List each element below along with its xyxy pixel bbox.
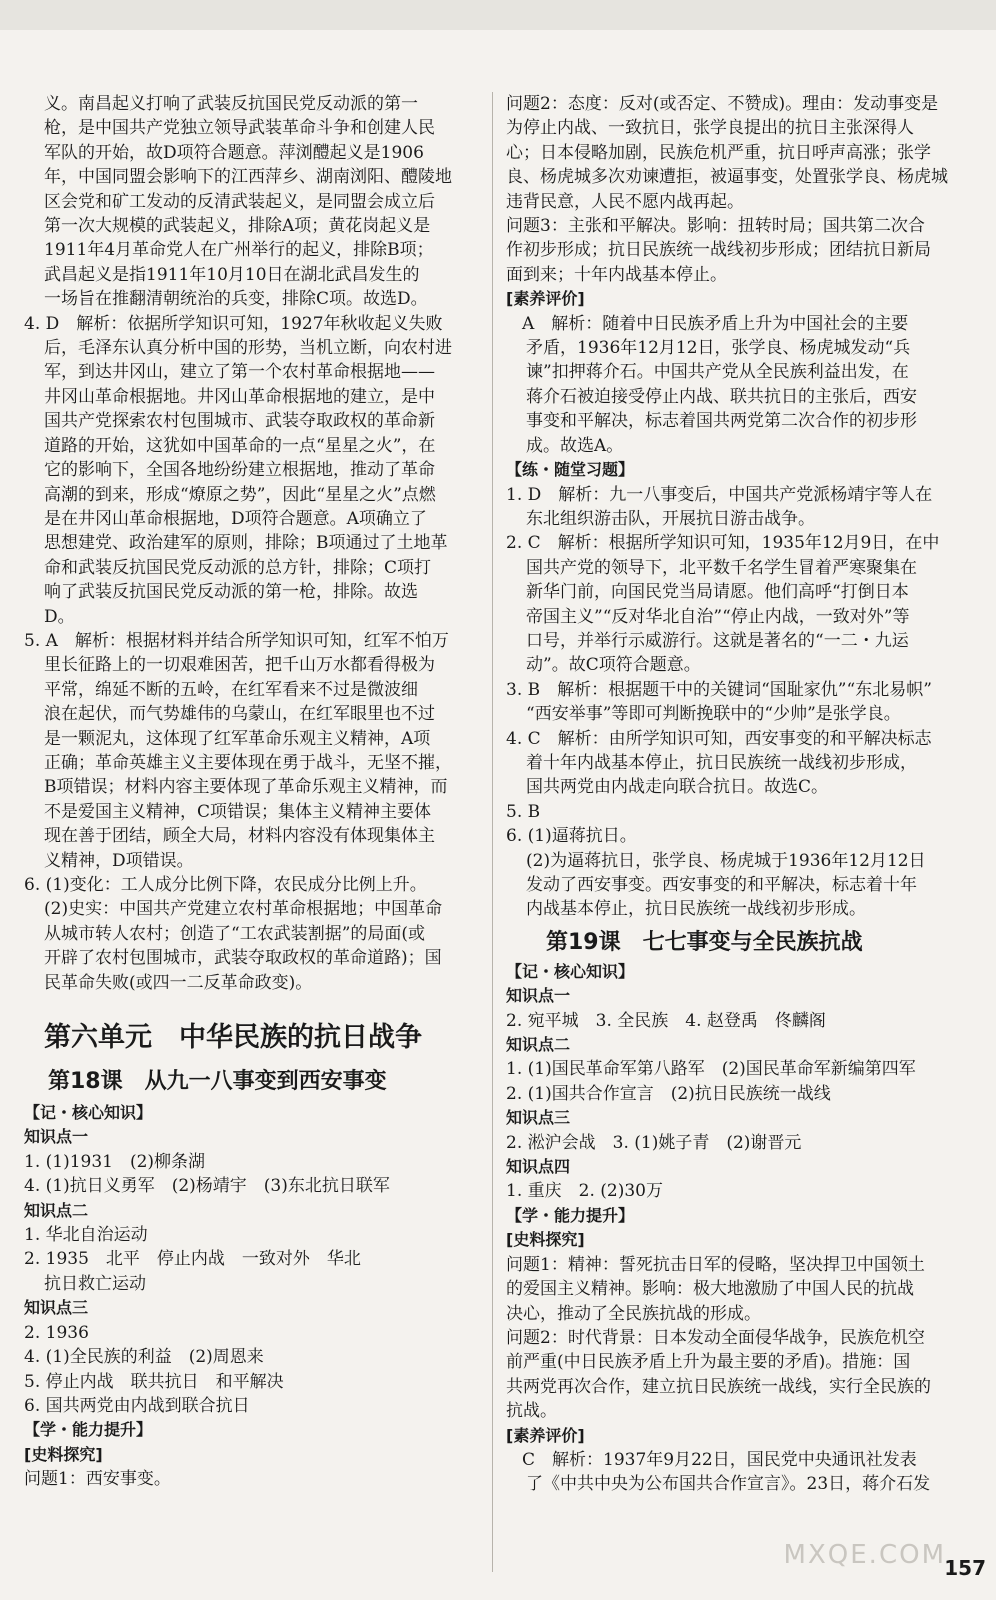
watermark: MXQE.COM bbox=[783, 1540, 946, 1570]
page-number: 157 bbox=[944, 1556, 986, 1580]
text-line: 动”。故C项符合题意。 bbox=[526, 655, 701, 676]
text-line: 开辟了农村包围城市，武装夺取政权的革命道路)；国 bbox=[44, 948, 442, 969]
text-line: 正确；革命英雄主义主要体现在勇于战斗，无坚不摧， bbox=[44, 752, 452, 773]
text-line: 4. D 解析：依据所学知识可知，1927年秋收起义失败 bbox=[24, 313, 443, 334]
text-line: 军，到达井冈山，建立了第一个农村革命根据地—— bbox=[44, 362, 435, 383]
text-line: 不是爱国主义精神，C项错误；集体主义精神主要体 bbox=[44, 801, 432, 822]
text-line: 事变和平解决，标志着国共两党第二次合作的初步形 bbox=[526, 411, 917, 432]
text-line: 成。故选A。 bbox=[526, 435, 624, 456]
text-line: 1. 重庆 2. (2)30万 bbox=[506, 1181, 663, 1202]
text-line: 思想建党、政治建军的原则，排除；B项通过了土地革 bbox=[44, 533, 448, 554]
section-heading: 【记・核心知识】 bbox=[506, 961, 635, 981]
text-line: 高潮的到来，形成“燎原之势”，因此“星星之火”点燃 bbox=[44, 484, 436, 505]
text-line: 义精神，D项错误。 bbox=[44, 850, 194, 871]
section-heading: 【练・随堂习题】 bbox=[506, 460, 635, 480]
section-heading: 知识点一 bbox=[506, 986, 571, 1006]
column-divider bbox=[492, 92, 493, 1572]
text-line: B项错误；材料内容主要体现了革命乐观主义精神，而 bbox=[44, 777, 448, 798]
text-line: 的爱国主义精神。影响：极大地激励了中国人民的抗战 bbox=[506, 1279, 914, 1300]
text-line: (2)史实：中国共产党建立农村革命根据地；中国革命 bbox=[44, 899, 443, 920]
text-line: D。 bbox=[44, 606, 75, 627]
text-line: 6. (1)变化：工人成分比例下降，农民成分比例上升。 bbox=[24, 875, 427, 895]
text-line: 井冈山革命根据地。井冈山革命根据地的建立，是中 bbox=[44, 386, 435, 407]
text-line: 5. B bbox=[506, 801, 541, 822]
text-line: 枪，是中国共产党独立领导武装革命斗争和创建人民 bbox=[44, 118, 435, 139]
left-column bbox=[24, 92, 480, 1492]
text-line: 内战基本停止，抗日民族统一战线初步形成。 bbox=[526, 899, 866, 920]
text-line: 浪在起伏，而气势雄伟的乌蒙山，在红军眼里也不过 bbox=[44, 704, 435, 725]
section-heading: 知识点四 bbox=[506, 1157, 571, 1177]
text-line: 是在井冈山革命根据地，D项符合题意。A项确立了 bbox=[44, 508, 427, 529]
section-heading: [素养评价] bbox=[506, 289, 585, 309]
text-line: 作初步形成；抗日民族统一战线初步形成；团结抗日新局 bbox=[506, 240, 931, 261]
unit-title: 第六单元 中华民族的抗日战争 bbox=[44, 1022, 422, 1054]
section-heading: 知识点三 bbox=[24, 1298, 89, 1318]
text-line: 5. A 解析：根据材料并结合所学知识可知，红军不怕万 bbox=[24, 630, 449, 651]
text-line: 问题2：时代背景：日本发动全面侵华战争，民族危机空 bbox=[506, 1327, 925, 1348]
lesson-title: 第18课 从九一八事变到西安事变 bbox=[48, 1069, 387, 1095]
text-line: 国共产党的领导下，北平数千名学生冒着严寒聚集在 bbox=[526, 557, 917, 578]
text-line: 命和武装反抗国民党反动派的总方针，排除；C项打 bbox=[44, 557, 432, 578]
text-line: 1. 华北自治运动 bbox=[24, 1225, 148, 1246]
text-line: 帝国主义”“反对华北自治”“停止内战，一致对外”等 bbox=[526, 606, 910, 627]
text-line: 民革命失败(或四一二反革命政变)。 bbox=[44, 972, 313, 993]
text-line: 区会党和矿工发动的反清武装起义，是同盟会成立后 bbox=[44, 191, 435, 212]
section-heading: [史料探究] bbox=[24, 1444, 103, 1464]
text-line: (2)为逼蒋抗日，张学良、杨虎城于1936年12月12日 bbox=[526, 850, 926, 871]
text-line: 问题2：态度：反对(或否定、不赞成)。理由：发动事变是 bbox=[506, 94, 939, 114]
text-line: 军队的开始，故D项符合题意。萍浏醴起义是1906 bbox=[44, 142, 424, 163]
text-line: 心；日本侵略加剧，民族危机严重，抗日呼声高涨；张学 bbox=[506, 142, 931, 163]
text-line: 违背民意，人民不愿内战再起。 bbox=[506, 191, 744, 212]
section-heading: 知识点二 bbox=[506, 1035, 571, 1055]
text-line: 口号，并举行示威游行。这就是著名的“一二・九运 bbox=[526, 630, 909, 651]
lesson-title: 第19课 七七事变与全民族抗战 bbox=[546, 929, 863, 955]
text-line: “西安举事”等即可判断挽联中的“少帅”是张学良。 bbox=[526, 704, 901, 725]
text-line: 2. 淞沪会战 3. (1)姚子青 (2)谢晋元 bbox=[506, 1132, 802, 1153]
text-line: 响了武装反抗国民党反动派的第一枪，排除。故选 bbox=[44, 582, 418, 603]
text-line: 决心，推动了全民族抗战的形成。 bbox=[506, 1303, 761, 1324]
text-line: C 解析：1937年9月22日，国民党中央通讯社发表 bbox=[522, 1449, 917, 1470]
text-line: 2. 宛平城 3. 全民族 4. 赵登禹 佟麟阁 bbox=[506, 1010, 826, 1031]
text-line: 从城市转人农村；创造了“工农武装割据”的局面(或 bbox=[44, 923, 426, 944]
text-line: 矛盾，1936年12月12日，张学良、杨虎城发动“兵 bbox=[526, 338, 911, 359]
text-line: 前严重(中日民族矛盾上升为最主要的矛盾)。措施：国 bbox=[506, 1352, 911, 1373]
text-line: 东北组织游击队，开展抗日游击战争。 bbox=[526, 508, 815, 529]
text-line: 问题1：精神：誓死抗击日军的侵略，坚决捍卫中国领土 bbox=[506, 1254, 925, 1275]
section-heading: [素养评价] bbox=[506, 1425, 585, 1445]
text-line: 2. C 解析：根据所学知识可知，1935年12月9日，在中 bbox=[506, 533, 940, 554]
text-line: 4. (1)全民族的利益 (2)周恩来 bbox=[24, 1347, 264, 1368]
text-line: 后，毛泽东认真分析中国的形势，当机立断，向农村进 bbox=[44, 338, 452, 359]
text-line: 是一颗泥丸，这体现了红军革命乐观主义精神，A项 bbox=[44, 728, 431, 749]
text-line: 发动了西安事变。西安事变的和平解决，标志着十年 bbox=[526, 875, 917, 895]
text-line: 了《中共中央为公布国共合作宣言》。23日，蒋介石发 bbox=[526, 1474, 931, 1495]
text-line: 良、杨虎城多次劝谏遭拒，被逼事变，处置张学良、杨虎城 bbox=[506, 167, 948, 188]
text-line: 5. 停止内战 联共抗日 和平解决 bbox=[24, 1371, 284, 1392]
text-line: 里长征路上的一切艰难困苦，把千山万水都看得极为 bbox=[44, 655, 435, 676]
section-heading: 知识点一 bbox=[24, 1127, 89, 1147]
text-line: 抗日救亡运动 bbox=[44, 1273, 146, 1294]
text-line: 一场旨在推翻清朝统治的兵变，排除C项。故选D。 bbox=[44, 289, 428, 310]
text-line: 3. B 解析：根据题干中的关键词“国耻家仇”“东北易帜” bbox=[506, 679, 932, 700]
section-heading: 知识点二 bbox=[24, 1200, 89, 1220]
text-line: 着十年内战基本停止，抗日民族统一战线初步形成， bbox=[526, 752, 917, 773]
section-heading: [史料探究] bbox=[506, 1230, 585, 1250]
text-line: 武昌起义是指1911年10月10日在湖北武昌发生的 bbox=[44, 264, 420, 285]
text-line: A 解析：随着中日民族矛盾上升为中国社会的主要 bbox=[522, 313, 909, 334]
text-line: 4. (1)抗日义勇军 (2)杨靖宇 (3)东北抗日联军 bbox=[24, 1176, 390, 1197]
text-line: 现在善于团结，顾全大局，材料内容没有体现集体主 bbox=[44, 826, 435, 847]
text-line: 年，中国同盟会影响下的江西萍乡、湖南浏阳、醴陵地 bbox=[44, 167, 452, 188]
text-line: 它的影响下，全国各地纷纷建立根据地，推动了革命 bbox=[44, 460, 435, 481]
top-band bbox=[0, 0, 996, 30]
text-line: 第一次大规模的武装起义，排除A项；黄花岗起义是 bbox=[44, 216, 431, 237]
text-line: 问题3：主张和平解决。影响：扭转时局；国共第二次合 bbox=[506, 216, 925, 237]
text-line: 道路的开始，这犹如中国革命的一点“星星之火”，在 bbox=[44, 435, 436, 456]
right-column bbox=[506, 92, 976, 1497]
text-line: 4. C 解析：由所学知识可知，西安事变的和平解决标志 bbox=[506, 728, 932, 749]
text-line: 1. (1)1931 (2)柳条湖 bbox=[24, 1151, 206, 1172]
section-heading: 知识点三 bbox=[506, 1108, 571, 1128]
text-line: 6. 国共两党由内战到联合抗日 bbox=[24, 1395, 250, 1416]
text-line: 谏”扣押蒋介石。中国共产党从全民族利益出发，在 bbox=[526, 362, 909, 383]
text-line: 问题1：西安事变。 bbox=[24, 1469, 171, 1490]
text-line: 共两党再次合作，建立抗日民族统一战线，实行全民族的 bbox=[506, 1376, 931, 1397]
text-line: 1. D 解析：九一八事变后，中国共产党派杨靖宇等人在 bbox=[506, 484, 933, 505]
section-heading: 【学・能力提升】 bbox=[24, 1420, 153, 1440]
text-line: 新华门前，向国民党当局请愿。他们高呼“打倒日本 bbox=[526, 582, 909, 603]
text-line: 平常，绵延不断的五岭，在红军看来不过是微波细 bbox=[44, 679, 418, 700]
text-line: 为停止内战、一致抗日，张学良提出的抗日主张深得人 bbox=[506, 118, 914, 139]
section-heading: 【学・能力提升】 bbox=[506, 1205, 635, 1225]
text-line: 2. 1936 bbox=[24, 1322, 89, 1343]
section-heading: 【记・核心知识】 bbox=[24, 1103, 153, 1123]
text-line: 抗战。 bbox=[506, 1401, 557, 1422]
text-line: 1911年4月革命党人在广州举行的起义，排除B项； bbox=[44, 240, 434, 261]
text-line: 义。南昌起义打响了武装反抗国民党反动派的第一 bbox=[44, 94, 418, 114]
text-line: 面到来；十年内战基本停止。 bbox=[506, 264, 727, 285]
text-line: 2. (1)国共合作宣言 (2)抗日民族统一战线 bbox=[506, 1083, 831, 1104]
text-line: 1. (1)国民革命军第八路军 (2)国民革命军新编第四军 bbox=[506, 1059, 916, 1080]
text-line: 6. (1)逼蒋抗日。 bbox=[506, 826, 637, 847]
text-line: 蒋介石被迫接受停止内战、联共抗日的主张后，西安 bbox=[526, 386, 917, 407]
text-line: 国共产党探索农村包围城市、武装夺取政权的革命新 bbox=[44, 411, 435, 432]
text-line: 2. 1935 北平 停止内战 一致对外 华北 bbox=[24, 1249, 361, 1270]
text-line: 国共两党由内战走向联合抗日。故选C。 bbox=[526, 777, 829, 798]
